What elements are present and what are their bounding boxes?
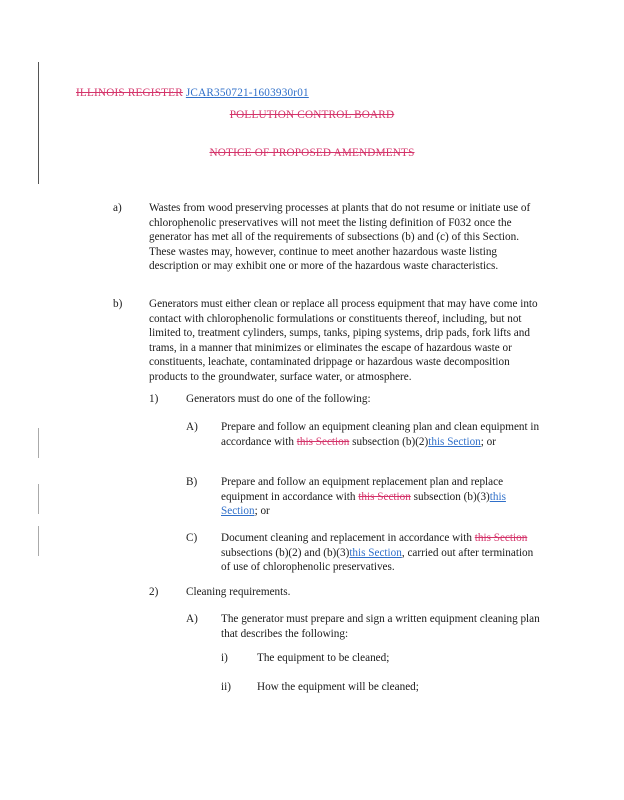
- item-i-label: i): [221, 652, 228, 664]
- item-2-text: Cleaning requirements.: [186, 586, 291, 598]
- item-1C-deleted: this Section: [474, 532, 528, 544]
- item-1-label: 1): [149, 393, 159, 405]
- item-1A-before: Prepare and follow an equipment cleaning plan and clean equipment in accordance with: [221, 421, 540, 448]
- item-1B-inserted: this Section: [221, 490, 506, 518]
- revision-bar-1A: [38, 428, 39, 458]
- revision-bar-1B: [38, 484, 39, 514]
- item-2A-text: The generator must prepare and sign a written equipment cleaning plan that describes the following:: [221, 613, 540, 640]
- item-1A-mid: subsection (b)(2): [349, 435, 429, 448]
- item-1B-label: B): [186, 476, 198, 488]
- revision-bar-header: [38, 62, 39, 184]
- item-i-text: The equipment to be cleaned;: [257, 652, 390, 664]
- item-1B-text: [221, 475, 541, 519]
- item-1A-deleted: this Section: [296, 435, 350, 448]
- register-deleted: ILLINOIS REGISTER: [76, 87, 183, 99]
- item-2-label: 2): [149, 586, 159, 598]
- item-1B-before: Prepare and follow an equipment replacement plan and replace equipment in accordance with: [221, 476, 504, 503]
- item-1A-inserted: this Section: [428, 435, 481, 448]
- item-1-text: Generators must do one of the following:: [186, 393, 371, 405]
- revision-bar-1C: [38, 526, 39, 556]
- para-b-label: b): [113, 298, 123, 310]
- register-header: [76, 86, 309, 101]
- item-1C-inserted: this Section: [349, 546, 402, 559]
- item-1C-label: C): [186, 532, 198, 544]
- para-a-label: a): [113, 202, 122, 214]
- notice-title: NOTICE OF PROPOSED AMENDMENTS: [209, 147, 415, 159]
- item-1B-deleted: this Section: [358, 490, 411, 503]
- item-ii-label: ii): [221, 681, 231, 693]
- register-inserted: JCAR350721-1603930r01: [185, 87, 309, 99]
- item-1C-before: Document cleaning and replacement in accordance with: [221, 532, 475, 544]
- item-1A-text: [221, 420, 541, 449]
- item-ii-text: How the equipment will be cleaned;: [257, 681, 419, 693]
- para-b-text: Generators must either clean or replace all process equipment that may have come into contact with chlorophenolic formulations or constituents thereof, including, but not limited to, treatment cylinders, sumps, tanks, piping systems, drip pads, fork lifts and trams, in a manner that minimizes or eliminates the escape of hazardous waste or constituents, leachate, contaminated drippage or hazardous waste decomposition products to the groundwater, surface water, or atmosphere.: [149, 298, 538, 383]
- para-a-text: Wastes from wood preserving processes at plants that do not resume or initiate use of chlorophenolic preservatives will not meet the listing definition of F032 once the generator has met all of the requirements of subsections (b) and (c) of this Section. These wastes may, however, continue to meet another hazardous waste listing description or may exhibit one or more of the hazardous waste characteristics.: [149, 202, 531, 273]
- item-1A-label: A): [186, 421, 198, 433]
- item-2A-label: A): [186, 613, 198, 625]
- item-1C-text: [221, 531, 541, 575]
- item-1C-after: , carried out after termination of use of chlorophenolic preservatives.: [221, 546, 534, 574]
- item-1C-mid: subsections (b)(2) and (b)(3): [221, 546, 350, 559]
- item-1B-after: ; or: [254, 505, 270, 518]
- item-1B-mid: subsection (b)(3): [410, 490, 490, 503]
- item-1A-after: ; or: [480, 435, 497, 448]
- board-title: POLLUTION CONTROL BOARD: [229, 109, 395, 121]
